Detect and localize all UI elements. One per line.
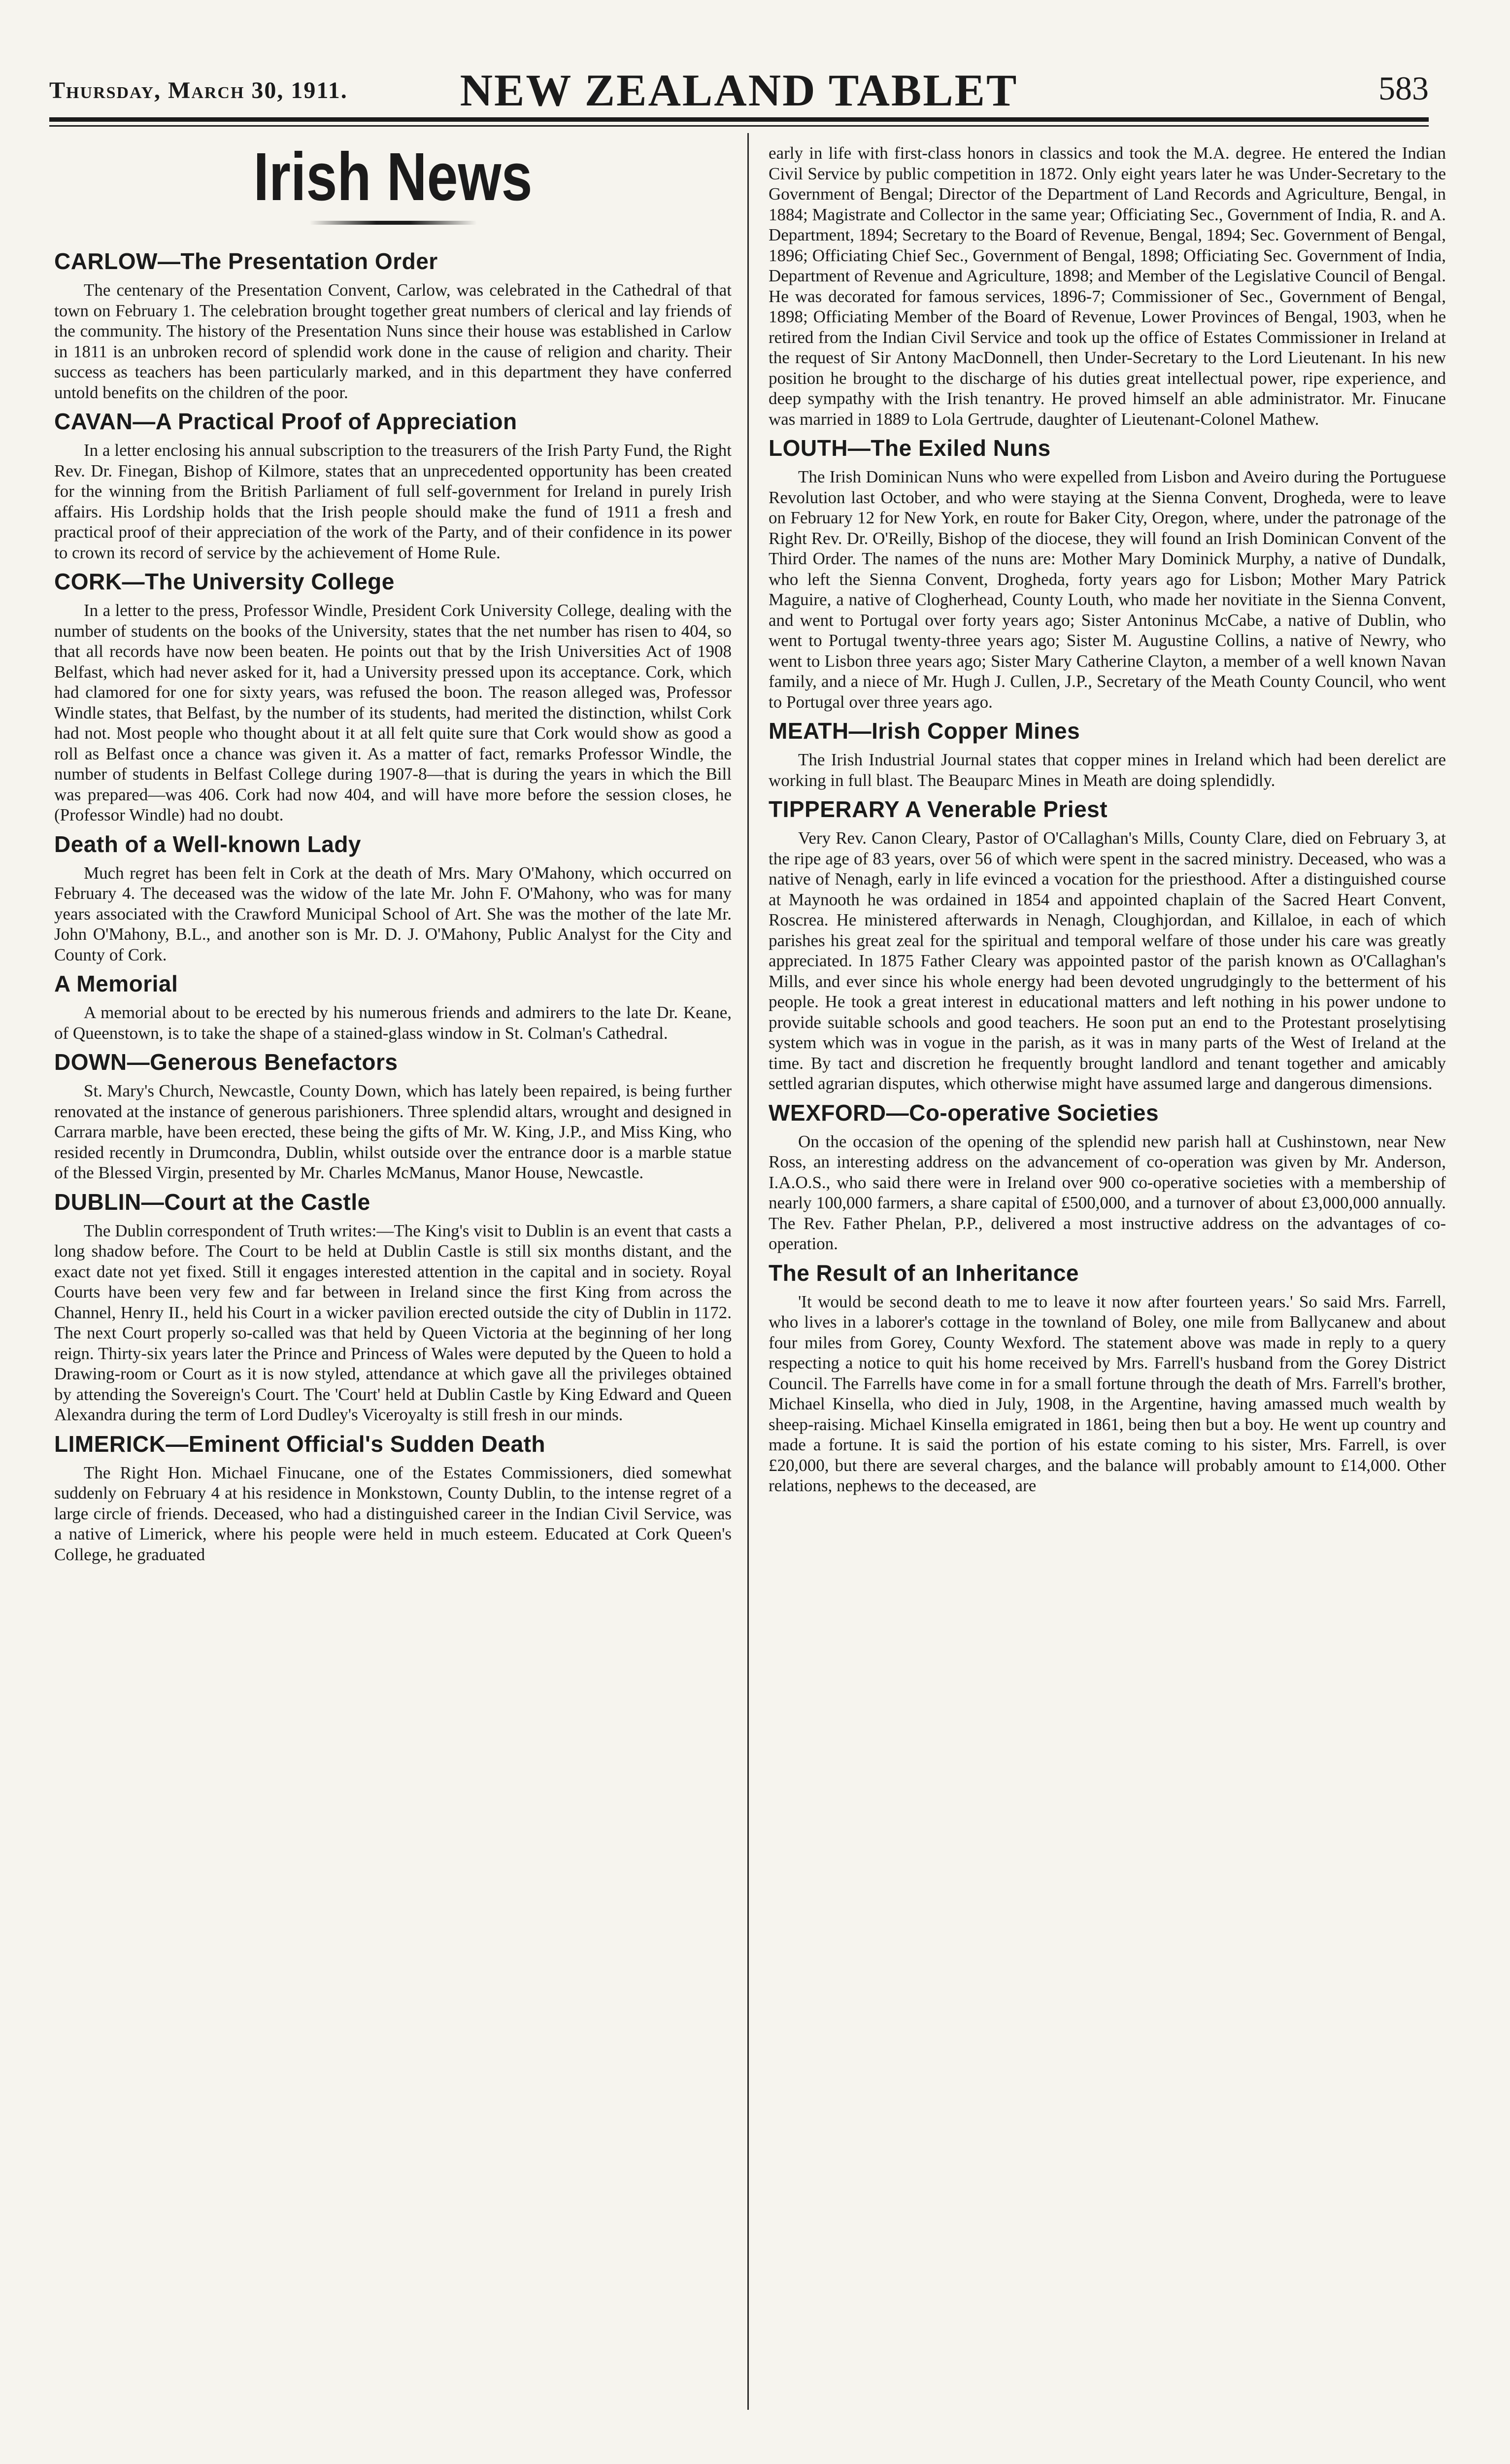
article-paragraph: In a letter enclosing his annual subscription to the treasurers of the Irish Party Fund, the Right Rev. Dr. Finegan, Bishop of Kilmore, states that an unprecedented opportunity has been created for the winning from the British Parliament of full self-government for Ireland in purely Irish affairs. His Lordship holds that the Irish people should make the fund of 1911 a fresh and practical proof of their appreciation of the work of the Party, and of their confidence in its power to crown its record of service by the achievement of Home Rule. [54,441,732,562]
article-paragraph: early in life with first-class honors in classics and took the M.A. degree. He entered the Indian Civil Service by public competition in 1872. Only eight years later he was Under-Secretary to the Government of Bengal; Director of the Department of Land Records and Agriculture, Bengal, in 1884; Magistrate and Collector in the same year; Officiating Sec., Government of India, R. and A. Department, 1894; Secretary to the Board of Revenue, Bengal, 1894; Sec. Government of Bengal, 1896; Officiating Chief Sec., Government of Bengal, 1898; Officiating Sec. Government of India, Department of Revenue and Agriculture, 1898; and Member of the Legislative Council of Bengal. He was decorated for famous services, 1896-7; Commissioner of Sec., Government of Bengal, 1898; Officiating Member of the Board of Revenue, Lower Provinces of Bengal, 1903, when he retired from the Indian Civil Service and took up the office of Estates Commissioner in Ireland at the request of Sir Antony MacDonnell, then Under-Secretary to the Lord Lieutenant. In his new position he brought to the discharge of his duties great intellectual power, ripe experience, and deep sympathy with the Irish tenantry. He proved himself an able administrator. Mr. Finucane was married in 1889 to Lola Gertrude, daughter of Lieutenant-Colonel Mathew. [769,143,1446,429]
news-article [54,830,732,965]
article-heading: Death of a Well-known Lady [54,831,361,857]
article-heading: DOWN—Generous Benefactors [54,1049,398,1075]
article-paragraph: A memorial about to be erected by his numerous friends and admirers to the late Dr. Keane, of Queenstown, is to take the shape of a stained-glass window in St. Colman's Cathedral. [54,1003,732,1043]
article-paragraph: The centenary of the Presentation Convent, Carlow, was celebrated in the Cathedral of that town on February 1. The celebration brought together great numbers of clerical and lay friends of the community. The history of the Presentation Nuns since their house was established in Carlow in 1811 is an unbroken record of splendid work done in the cause of religion and charity. Their success as teachers has been particularly marked, and in this department they have conferred untold benefits on the children of the poor. [54,280,732,402]
article-heading: WEXFORD—Co-operative Societies [769,1099,1159,1126]
masthead-rule-thin [49,125,1429,127]
right-column [769,143,1446,2415]
article-heading: LIMERICK—Eminent Official's Sudden Death [54,1431,546,1457]
article-paragraph: Very Rev. Canon Cleary, Pastor of O'Callaghan's Mills, County Clare, died on February 3, at the ripe age of 83 years, over 56 of which were spent in the sacred ministry. Deceased, who was a native of Nenagh, early in life evinced a vocation for the priesthood. After a distinguished course at Maynooth he was ordained in 1854 and appointed chaplain of the Sacred Heart Convent, Roscrea. He ministered afterwards in Nenagh, Cloughjordan, and Killaloe, in each of which parishes his great zeal for the spiritual and temporal welfare of those under his care was greatly appreciated. In 1875 Father Cleary was appointed pastor of the parish known as O'Callaghan's Mills, and ever since his whole energy had been devoted ungrudgingly to the betterment of his people. He took a great interest in educational matters and left nothing in his power undone to provide suitable schools and good teachers. He soon put an end to the Protestant proselytising system which was in vogue in the parish, as it was in many parts of the West of Ireland at the time. By tact and discretion he frequently brought landlord and tenant together and amicably settled agrarian disputes, which otherwise might have assumed large and dangerous dimensions. [769,828,1446,1093]
masthead-rule [49,117,1429,122]
news-article [54,1430,732,1565]
news-article [54,247,732,403]
right-articles [769,143,1446,1496]
news-article [769,143,1446,429]
news-article [769,717,1446,790]
newspaper-title: NEW ZEALAND TABLET [460,65,1018,115]
article-paragraph: The Dublin correspondent of Truth writes:—The King's visit to Dublin is an event that casts a long shadow before. The Court to be held at Dublin Castle is still six months distant, and the exact date not yet fixed. Still it engages interested attention in the capital and in society. Royal Courts have been very few and far between in Ireland since the first King from across the Channel, Henry II., held his Court in a wicker pavilion erected outside the city of Dublin in 1172. The next Court properly so-called was that held by Queen Victoria at the beginning of her long reign. Thirty-six years later the Prince and Princess of Wales were deputed by the Queen to hold a Drawing-room or Court as it is now styled, attendance at which gave all the privileges obtained by attending the Sovereign's Court. The 'Court' held at Dublin Castle by King Edward and Queen Alexandra during the term of Lord Dudley's Viceroyalty is still fresh in our minds. [54,1221,732,1424]
left-articles [54,247,732,1565]
news-article [54,408,732,563]
news-article [54,1048,732,1183]
news-article [769,1259,1446,1496]
page-number: 583 [1378,69,1429,107]
news-article [769,795,1446,1094]
news-article [54,1188,732,1425]
news-article [54,568,732,825]
article-paragraph: The Right Hon. Michael Finucane, one of the Estates Commissioners, died somewhat suddenly on February 4 at his residence in Monkstown, County Dublin, to the intense regret of a large circle of friends. Deceased, who had a distinguished career in the Indian Civil Service, was a native of Limerick, where his people were held in much esteem. Educated at Cork Queen's College, he graduated [54,1463,732,1564]
article-heading: CAVAN—A Practical Proof of Appreciation [54,409,517,434]
article-heading: MEATH—Irish Copper Mines [769,718,1080,744]
article-paragraph: 'It would be second death to me to leave it now after fourteen years.' So said Mrs. Farrell, who lives in a laborer's cottage in the townland of Boley, one mile from Ballycanew and about four miles from Gorey, County Wexford. The statement above was made in reply to a query respecting a notice to quit his home received by Mrs. Farrell's husband from the Gorey District Council. The Farrells have come in for a small fortune through the death of Mrs. Farrell's brother, Michael Kinsella, who died in July, 1908, in the Argentine, having amassed much wealth by sheep-raising. Michael Kinsella emigrated in 1861, being then but a boy. He went up country and made a fortune. It is said the portion of his estate coming to his sister, Mrs. Farrell, is over £20,000, but there are several charges, and the balance will probably amount to £14,000. Other relations, nephews to the deceased, are [769,1292,1446,1495]
news-article [769,434,1446,712]
article-heading: CORK—The University College [54,569,395,594]
article-heading: TIPPERARY A Venerable Priest [769,796,1108,822]
masthead [49,64,1429,118]
left-column [54,143,732,2415]
article-heading: CARLOW—The Presentation Order [54,248,438,274]
news-article [769,1099,1446,1254]
issue-date: Thursday, March 30, 1911. [49,77,348,103]
column-divider [747,133,749,2410]
article-paragraph: In a letter to the press, Professor Windle, President Cork University College, dealing with the number of students on the books of the University, states that the net number has risen to 404, so that all records have now been beaten. He points out that by the Irish Universities Act of 1908 Belfast, which had never asked for it, had a University pressed upon its acceptance. Cork, which had clamored for one for sixty years, was refused the boon. The reason alleged was, Professor Windle states, that Belfast, by the number of its students, had merited the distinction, whilst Cork had not. Most people who thought about it at all felt quite sure that Cork would show as good a roll as Belfast once a chance was given it. As a matter of fact, remarks Professor Windle, the number of students in Belfast College during 1907-8—that is during the years in which the Bill was prepared—was 406. Cork had now 404, and will have more before the session closes, he (Professor Windle) had no doubt. [54,601,732,824]
title-ornament [309,221,477,225]
article-paragraph: The Irish Dominican Nuns who were expelled from Lisbon and Aveiro during the Portuguese Revolution last October, and who were staying at the Sienna Convent, Drogheda, were to leave on February 12 for New York, en route for Baker City, Oregon, where, under the patronage of the Right Rev. Dr. O'Reilly, Bishop of the diocese, they will found an Irish Dominican Convent of the Third Order. The names of the nuns are: Mother Mary Dominick Murphy, a native of Dundalk, who left the Sienna Convent, Drogheda, forty years ago for Lisbon; Mother Mary Patrick Maguire, a native of Clogherhead, County Louth, who made her novitiate in the Sienna Convent, and went to Portugal over forty years ago; Sister Antoninus McCabe, a native of Dublin, who went to Portugal twenty-three years ago; Sister M. Augustine Collins, a native of Newry, who went to Lisbon three years ago; Sister Mary Catherine Clayton, a member of a well known Navan family, and a niece of Mr. Hugh J. Cullen, J.P., Secretary of the Meath County Council, who went to Portugal over three years ago. [769,467,1446,712]
article-paragraph: Much regret has been felt in Cork at the death of Mrs. Mary O'Mahony, which occurred on February 4. The deceased was the widow of the late Mr. John F. O'Mahony, who was for many years associated with the Crawford Municipal School of Art. She was the mother of the late Mr. John O'Mahony, B.L., and another son is Mr. D. J. O'Mahony, Public Analyst for the City and County of Cork. [54,863,732,964]
page-title: Irish News [253,143,533,215]
article-heading: A Memorial [54,971,178,996]
article-paragraph: On the occasion of the opening of the splendid new parish hall at Cushinstown, near New Ross, an interesting address on the advancement of co-operation was given by Mr. Anderson, I.A.O.S., who said there were in Ireland over 900 co-operative societies with a membership of nearly 100,000 farmers, a share capital of £500,000, and a turnover of about £3,000,000 annually. The Rev. Father Phelan, P.P., delivered a most instructive address on the advantages of co-operation. [769,1131,1446,1253]
article-heading: The Result of an Inheritance [769,1260,1079,1286]
article-paragraph: St. Mary's Church, Newcastle, County Down, which has lately been repaired, is being further renovated at the instance of generous parishioners. Three splendid altars, wrought and designed in Carrara marble, have been erected, these being the gifts of Mr. W. King, J.P., and Miss King, who resided recently in Drumcondra, Dublin, whilst outside over the entrance door is a marble statue of the Blessed Virgin, presented by Mr. Charles McManus, Manor House, Newcastle. [54,1081,732,1182]
article-heading: DUBLIN—Court at the Castle [54,1189,370,1215]
article-heading: LOUTH—The Exiled Nuns [769,435,1051,461]
article-paragraph: The Irish Industrial Journal states that copper mines in Ireland which had been derelict are working in full blast. The Beauparc Mines in Meath are doing splendidly. [769,750,1446,790]
news-article [54,970,732,1043]
